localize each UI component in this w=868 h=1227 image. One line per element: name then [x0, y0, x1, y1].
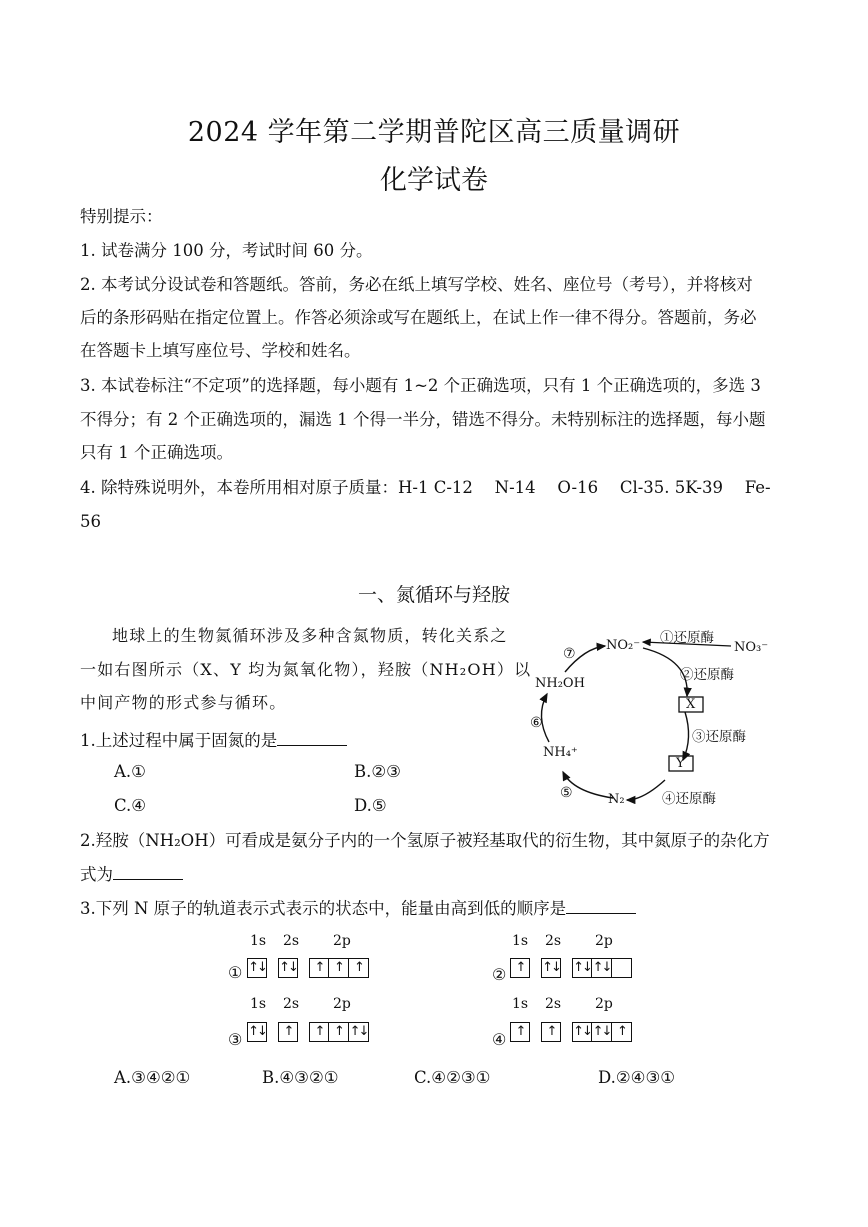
- d3-1s-box: ↑↓: [247, 1022, 267, 1042]
- exam-subtitle: 化学试卷: [380, 165, 488, 196]
- notice-line-2c: 在答题卡上填写座位号、学校和姓名。: [80, 341, 361, 360]
- notice-line-2b: 后的条形码贴在指定位置上。作答必须涂或写在题纸上，在试上作一律不得分。答题前，务必: [80, 308, 757, 327]
- notice-line-3b: 不得分；有 2 个正确选项的，漏选 1 个得一半分，错选不得分。未特别标注的选择题，每小题: [80, 410, 766, 429]
- label-step-6: ⑥: [530, 715, 543, 731]
- answer-blank-2[interactable]: [113, 865, 183, 880]
- arc-x-to-y: [683, 712, 689, 760]
- d4-2p-box-1: ↑↓: [572, 1022, 592, 1042]
- q3-option-c[interactable]: C.④②③①: [414, 1068, 491, 1087]
- label-no3: NO₃⁻: [734, 640, 769, 655]
- answer-blank-3[interactable]: [566, 899, 636, 914]
- label-step-7: ⑦: [563, 646, 576, 662]
- intro-line-1: 地球上的生物氮循环涉及多种含氮物质，转化关系之: [112, 626, 508, 645]
- d3-2p-box-3: ↑↓: [349, 1022, 369, 1042]
- arc-nh4-to-nh2oh: [541, 694, 549, 742]
- q1-option-d[interactable]: D.⑤: [354, 796, 387, 815]
- d1-label-2p: 2p: [333, 933, 351, 949]
- d3-mark: ③: [228, 1030, 243, 1049]
- q3-option-a[interactable]: A.③④②①: [114, 1068, 191, 1087]
- d2-2s-box: ↑↓: [541, 958, 561, 978]
- label-y: Y: [676, 756, 685, 771]
- notice-line-3c: 只有 1 个正确选项。: [80, 443, 233, 462]
- notice-heading: 特别提示：: [80, 207, 163, 226]
- d3-2p-box-1: ↑: [309, 1022, 329, 1042]
- d1-2p-box-1: ↑: [309, 958, 329, 978]
- orbital-diagram-2: [510, 958, 632, 978]
- d1-2s-box: ↑↓: [278, 958, 298, 978]
- label-nh4: NH₄⁺: [543, 745, 578, 760]
- q1-option-c[interactable]: C.④: [114, 796, 147, 815]
- notice-line-2a: 2. 本考试分设试卷和答题纸。答前，务必在纸上填写学校、姓名、座位号（考号），并将核对: [80, 275, 753, 294]
- answer-blank-1[interactable]: [277, 731, 347, 746]
- d1-1s-box: ↑↓: [247, 958, 267, 978]
- d4-2p-box-3: ↑: [612, 1022, 632, 1042]
- d2-label-2p: 2p: [595, 933, 613, 949]
- d2-label-1s: 1s: [512, 933, 529, 949]
- d4-label-1s: 1s: [512, 996, 529, 1012]
- orbital-diagram-4: [510, 1022, 632, 1042]
- d2-label-2s: 2s: [545, 933, 562, 949]
- orbital-diagram-1: [247, 958, 369, 978]
- d3-2p-box-2: ↑: [329, 1022, 349, 1042]
- notice-line-1: 1. 试卷满分 100 分，考试时间 60 分。: [80, 241, 373, 260]
- d3-label-2p: 2p: [333, 996, 351, 1012]
- d4-mark: ④: [492, 1030, 507, 1049]
- d3-label-2s: 2s: [283, 996, 300, 1012]
- question-2-line-1: 2.羟胺（NH₂OH）可看成是氨分子内的一个氢原子被羟基取代的衍生物，其中氮原子的杂化方: [80, 831, 770, 850]
- d2-2p-box-1: ↑↓: [572, 958, 592, 978]
- d4-1s-box: ↑: [510, 1022, 530, 1042]
- label-step-2: ②还原酶: [680, 667, 734, 683]
- d1-label-1s: 1s: [250, 933, 267, 949]
- d2-2p-box-3: [612, 958, 632, 978]
- d4-label-2p: 2p: [595, 996, 613, 1012]
- d2-1s-box: ↑: [510, 958, 530, 978]
- label-step-4: ④还原酶: [662, 791, 716, 807]
- orbital-diagram-3: [247, 1022, 369, 1042]
- q1-option-a[interactable]: A.①: [114, 762, 146, 781]
- notice-line-4b: 56: [80, 512, 101, 531]
- notice-line-4a: 4. 除特殊说明外，本卷所用相对原子质量：H-1 C-12 N-14 O-16 Cl-35. 5K-39 Fe-: [80, 478, 771, 497]
- d1-2p-box-2: ↑: [329, 958, 349, 978]
- label-x: X: [686, 697, 696, 712]
- section-title: 一、氮循环与羟胺: [357, 584, 510, 606]
- exam-title: 2024 学年第二学期普陀区高三质量调研: [187, 117, 681, 148]
- label-no2: NO₂⁻: [606, 638, 641, 653]
- q3-option-d[interactable]: D.②④③①: [598, 1068, 676, 1087]
- d1-2p-box-3: ↑: [349, 958, 369, 978]
- d4-2s-box: ↑: [541, 1022, 561, 1042]
- label-step-5: ⑤: [560, 785, 573, 801]
- question-2-line-2: 式为: [80, 858, 183, 892]
- intro-line-3: 中间产物的形式参与循环。: [80, 693, 287, 712]
- d3-2s-box: ↑: [278, 1022, 298, 1042]
- d3-label-1s: 1s: [250, 996, 267, 1012]
- q3-option-b[interactable]: B.④③②①: [262, 1068, 339, 1087]
- label-nh2oh: NH₂OH: [535, 676, 585, 691]
- question-3: 3.下列 N 原子的轨道表示式表示的状态中，能量由高到低的顺序是: [80, 892, 636, 926]
- notice-line-3a: 3. 本试卷标注“不定项”的选择题，每小题有 1~2 个正确选项，只有 1 个正确选项的，多选 3: [80, 376, 761, 395]
- label-step-3: ③还原酶: [692, 729, 746, 745]
- question-1: 1.上述过程中属于固氮的是: [80, 724, 347, 758]
- d1-mark: ①: [228, 963, 243, 982]
- d4-2p-box-2: ↑↓: [592, 1022, 612, 1042]
- arc-y-to-n2: [627, 780, 665, 800]
- intro-line-2: 一如右图所示（X、Y 均为氮氧化物），羟胺（NH₂OH）以: [80, 660, 532, 679]
- d1-label-2s: 2s: [283, 933, 300, 949]
- q1-option-b[interactable]: B.②③: [354, 762, 401, 781]
- label-n2: N₂: [608, 792, 625, 807]
- d2-2p-box-2: ↑↓: [592, 958, 612, 978]
- d4-label-2s: 2s: [545, 996, 562, 1012]
- d2-mark: ②: [492, 965, 507, 984]
- label-step-1: ①还原酶: [660, 630, 714, 646]
